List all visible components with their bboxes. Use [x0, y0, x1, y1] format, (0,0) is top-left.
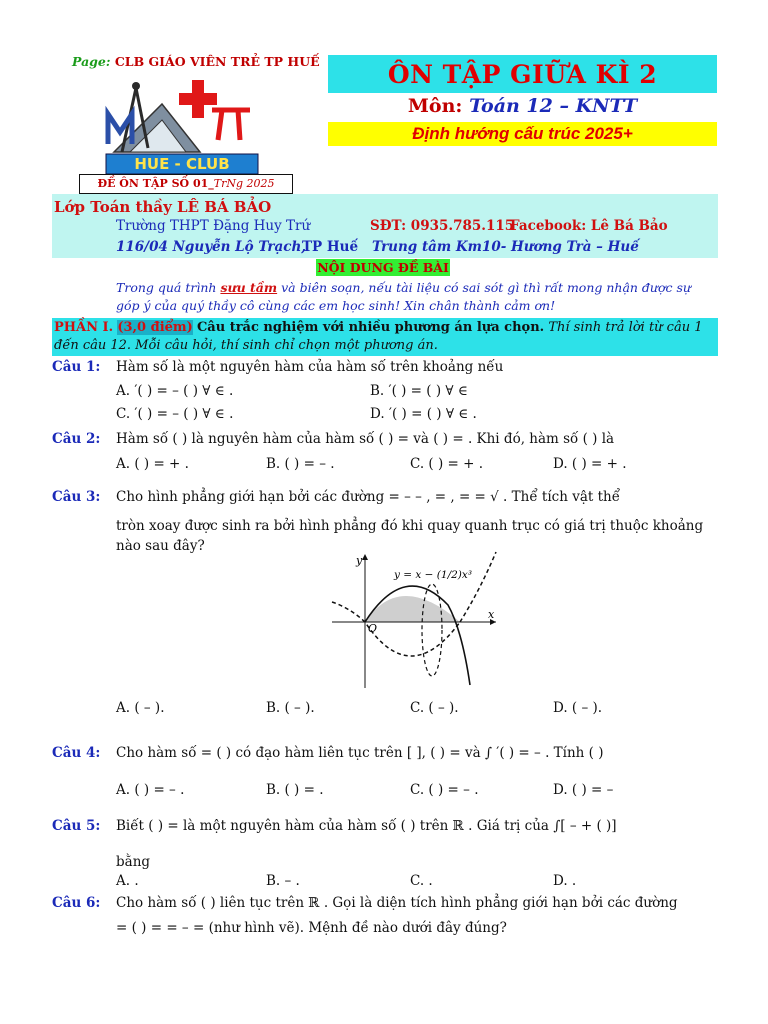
question-label: Câu 5:	[52, 818, 101, 834]
exam-number-text: ĐỀ ÔN TẬP SỐ 01_	[97, 177, 214, 190]
answer-option[interactable]: A. .	[116, 873, 139, 889]
question-label: Câu 2:	[52, 431, 101, 447]
question-text: Cho hàm số = ( ) có đạo hàm liên tục trên [ ], ( ) = và ∫ ′( ) = – . Tính ( )	[116, 745, 604, 761]
class-name: Lớp Toán thầy LÊ BÁ BẢO	[54, 198, 272, 216]
answer-option[interactable]: A. ( ) = + .	[116, 456, 189, 472]
city: TP Huế	[302, 239, 359, 255]
question-text: nào sau đây?	[116, 538, 205, 554]
note-text-2: và biên soạn, nếu tài liệu có sai sót gì thì rất mong nhận được sự góp ý của quý thầy cô cùng các em học sinh! Xin chân thành cảm ơn!	[116, 280, 691, 313]
exam-author: TrNg 2025	[213, 177, 275, 190]
intro-note	[116, 279, 718, 315]
part-instruction: Thí sinh trả lời từ câu 1 đến câu 12. Mỗi câu hỏi, thí sinh chỉ chọn một phương án.	[54, 320, 703, 353]
answer-option[interactable]: B. ( ) = .	[266, 782, 324, 798]
question-label: Câu 4:	[52, 745, 101, 761]
svg-text:HUE - CLUB: HUE - CLUB	[134, 155, 230, 173]
answer-option[interactable]: A. ( ) = – .	[116, 782, 185, 798]
answer-option[interactable]: C. .	[410, 873, 433, 889]
subject-name: Toán 12 – KNTT	[469, 95, 638, 117]
phone: SĐT: 0935.785.115	[370, 218, 515, 234]
part-title: Câu trắc nghiệm với nhiều phương án lựa chọn.	[196, 320, 545, 335]
answer-option[interactable]: C. ( – ).	[410, 700, 459, 716]
part-points: (3,0 điểm)	[117, 320, 193, 335]
note-text-1: Trong quá trình	[116, 280, 217, 295]
answer-option[interactable]: D. ( ) = –	[553, 782, 614, 798]
question-text: Cho hàm số ( ) liên tục trên ℝ . Gọi là diện tích hình phẳng giới hạn bởi các đường	[116, 895, 678, 911]
school-name: Trường THPT Đặng Huy Trứ	[116, 218, 311, 234]
facebook: Facebook: Lê Bá Bảo	[510, 218, 668, 234]
answer-option[interactable]: B. ′( ) = ( ) ∀ ∈	[370, 383, 468, 399]
content-title: NỘI DUNG ĐỀ BÀI	[317, 260, 449, 275]
svg-text:O: O	[368, 622, 378, 635]
answer-option[interactable]: B. ( ) = – .	[266, 456, 335, 472]
question-label: Câu 3:	[52, 489, 101, 505]
question-3-graph	[330, 550, 502, 690]
question-text: Hàm số là một nguyên hàm của hàm số trên khoảng nếu	[116, 359, 504, 375]
address: 116/04 Nguyễn Lộ Trạch,	[116, 239, 306, 255]
svg-text:y = x − (1/2)x³: y = x − (1/2)x³	[394, 569, 473, 581]
subject-line	[328, 95, 717, 117]
part-heading	[54, 319, 716, 355]
answer-option[interactable]: C. ( ) = + .	[410, 456, 484, 472]
svg-text:y: y	[356, 554, 363, 567]
answer-option[interactable]: A. ( – ).	[116, 700, 165, 716]
answer-option[interactable]: D. ′( ) = ( ) ∀ ∈ .	[370, 406, 477, 422]
note-highlight: sưu tầm	[220, 280, 278, 295]
orientation-banner: Định hướng cấu trúc 2025+	[328, 122, 717, 146]
exam-title: ÔN TẬP GIỮA KÌ 2	[328, 55, 717, 93]
svg-text:x: x	[488, 608, 495, 621]
question-text: = ( ) = = – = (như hình vẽ). Mệnh đề nào dưới đây đúng?	[116, 920, 507, 936]
page-name: CLB GIÁO VIÊN TRẺ TP HUẾ	[114, 54, 320, 69]
question-text: bằng	[116, 854, 151, 870]
page-prefix: Page:	[72, 54, 111, 69]
answer-option[interactable]: D. ( ) = + .	[553, 456, 627, 472]
exam-number	[79, 174, 293, 194]
question-text: Biết ( ) = là một nguyên hàm của hàm số ( ) trên ℝ . Giá trị của ∫[ – + ( )]	[116, 818, 617, 834]
question-text: Cho hình phẳng giới hạn bởi các đường = – – , = , = = √ . Thể tích vật thể	[116, 489, 621, 505]
answer-option[interactable]: C. ′( ) = – ( ) ∀ ∈ .	[116, 406, 234, 422]
answer-option[interactable]: A. ′( ) = – ( ) ∀ ∈ .	[116, 383, 234, 399]
answer-option[interactable]: B. ( – ).	[266, 700, 315, 716]
hue-club-logo	[104, 74, 262, 176]
answer-option[interactable]: B. – .	[266, 873, 300, 889]
subject-label: Môn:	[407, 95, 463, 117]
question-text: tròn xoay được sinh ra bởi hình phẳng đó khi quay quanh trục có giá trị thuộc khoảng	[116, 518, 704, 534]
question-label: Câu 1:	[52, 359, 101, 375]
question-text: Hàm số ( ) là nguyên hàm của hàm số ( ) = và ( ) = . Khi đó, hàm số ( ) là	[116, 431, 615, 447]
page-name-line	[72, 54, 320, 69]
answer-option[interactable]: C. ( ) = – .	[410, 782, 479, 798]
answer-option[interactable]: D. ( – ).	[553, 700, 603, 716]
question-label: Câu 6:	[52, 895, 101, 911]
center: Trung tâm Km10- Hương Trà – Huế	[372, 239, 639, 255]
part-name: PHẦN I.	[54, 320, 114, 335]
answer-option[interactable]: D. .	[553, 873, 577, 889]
